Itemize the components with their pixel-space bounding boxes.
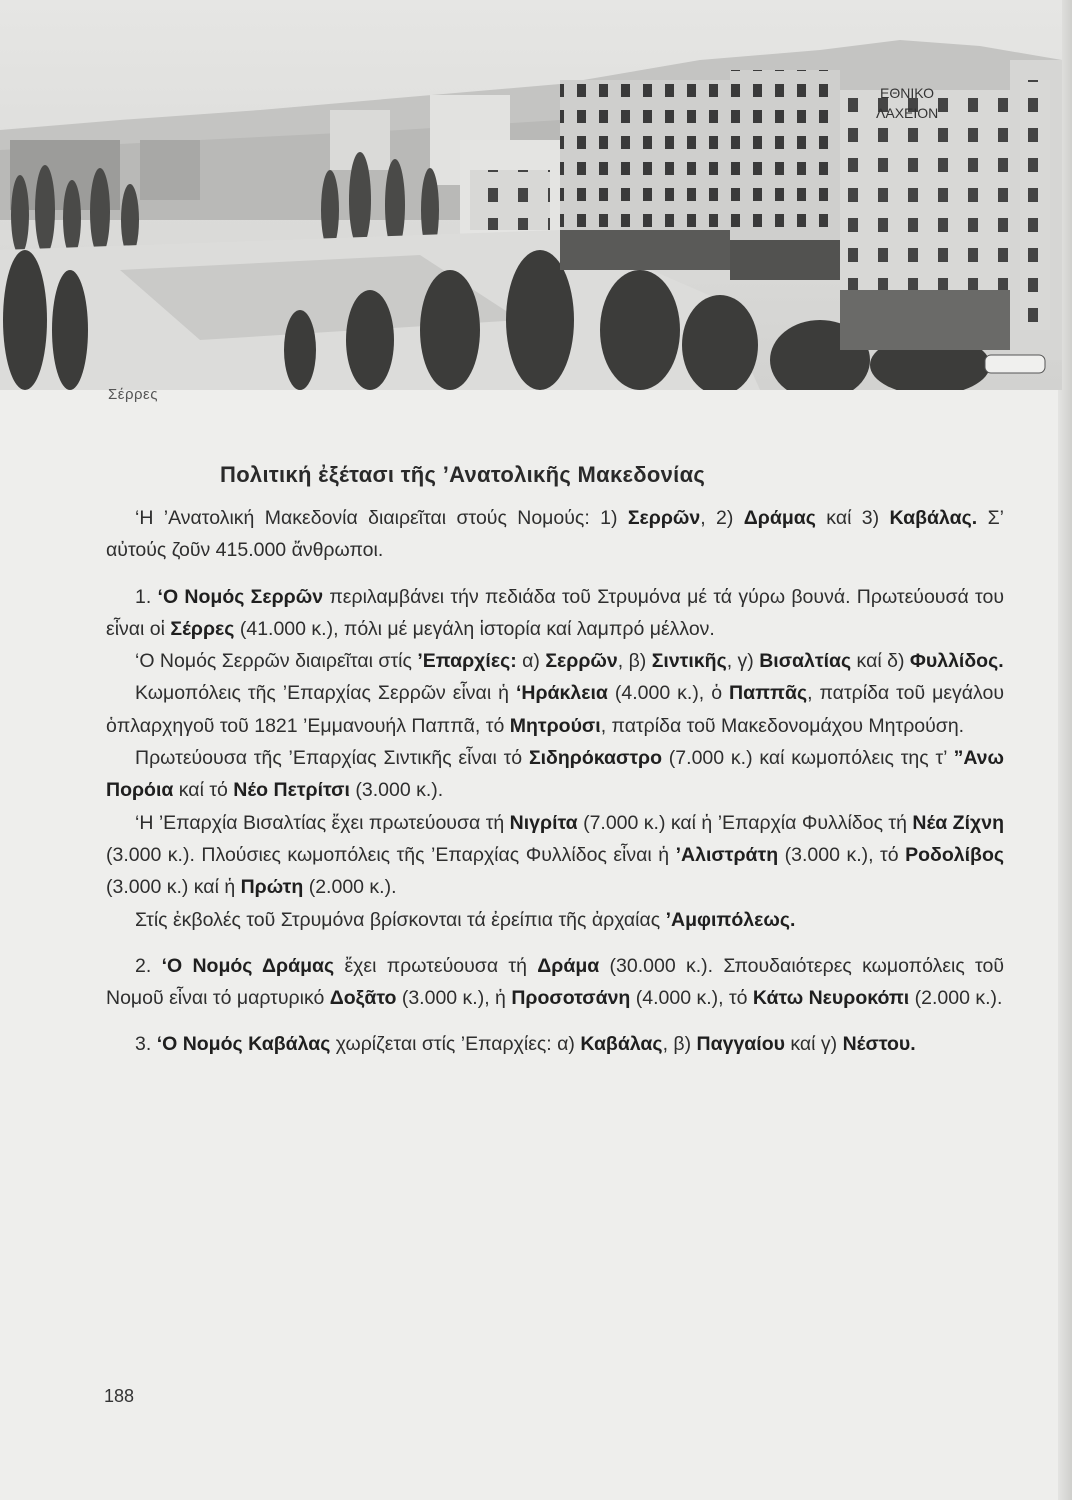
body-text: [106, 502, 1004, 1061]
photo-caption: Σέρρες: [108, 386, 158, 403]
paragraph-serres-provinces: ‘Ο Νομός Σερρῶν διαιρεῖται στίς ’Επαρχίες: α) Σερρῶν, β) Σιντικῆς, γ) Βισαλτίας καί δ) Φυλλίδος.: [135, 650, 1004, 673]
paragraph-intro: ‘Η ’Ανατολική Μακεδονία διαιρεῖται στούς Νομούς: 1) Σερρῶν, 2) Δράμας καί 3) Καβάλας. Σ’ αὐτούς ζοῦν 415.000 ἄνθρωποι.: [106, 507, 1004, 562]
paragraph-amphipolis: Στίς ἐκβολές τοῦ Στρυμόνα βρίσκονται τά ἐρείπια τῆς ἀρχαίας ’Αμφιπόλεως.: [135, 908, 796, 931]
paragraph-serres: 1. ‘Ο Νομός Σερρῶν περιλαμβάνει τήν πεδιάδα τοῦ Στρυμόνα μέ τά γύρω βουνά. Πρωτεύουσά του εἶναι οἱ Σέρρες (41.000 κ.), πόλι μέ μεγάλη ἱστορία καί λαμπρό μέλλον.: [106, 585, 1004, 640]
sign-line-2: ΛΑΧΕΙΟΝ: [876, 105, 939, 121]
paragraph-serres-towns: Κωμοπόλεις τῆς ’Επαρχίας Σερρῶν εἶναι ἡ ‘Ηράκλεια (4.000 κ.), ὁ Παππᾶς, πατρίδα τοῦ μεγάλου ὁπλαρχηγοῦ τοῦ 1821 ’Εμμανουήλ Παππᾶ, τό Μητρούσι, πατρίδα τοῦ Μακεδονομάχου Μητρούση.: [106, 682, 1004, 737]
city-photo: [0, 0, 1062, 390]
paragraph-visaltia-fyllida: ‘Η ’Επαρχία Βισαλτίας ἔχει πρωτεύουσα τή Νιγρίτα (7.000 κ.) καί ἡ ’Επαρχία Φυλλίδος τή Νέα Ζίχνη (3.000 κ.). Πλούσιες κωμοπόλεις τῆς ’Επαρχίας Φυλλίδος εἶναι ἡ ’Αλιστράτη (3.000 κ.), τό Ροδολίβος (3.000 κ.) καί ἡ Πρώτη (2.000 κ.).: [106, 811, 1004, 899]
city-photo-illustration: [0, 0, 1062, 390]
page-number: 188: [104, 1386, 135, 1406]
paragraph-drama: 2. ‘Ο Νομός Δράμας ἔχει πρωτεύουσα τή Δράμα (30.000 κ.). Σπουδαιότερες κωμοπόλεις τοῦ Νομοῦ εἶναι τό μαρτυρικό Δοξᾶτο (3.000 κ.), ἡ Προσοτσάνη (4.000 κ.), τό Κάτω Νευροκόπι (2.000 κ.).: [106, 954, 1004, 1010]
sign-line-1: ΕΘΝΙΚΟ: [880, 85, 935, 101]
paragraph-kavala: 3. ‘Ο Νομός Καβάλας χωρίζεται στίς ’Επαρχίες: α) Καβάλας, β) Παγγαίου καί γ) Νέστου.: [135, 1033, 916, 1056]
section-title: Πολιτική ἐξέτασι τῆς ’Ανατολικῆς Μακεδονίας: [220, 462, 706, 487]
paragraph-sintiki: Πρωτεύουσα τῆς ’Επαρχίας Σιντικῆς εἶναι τό Σιδηρόκαστρο (7.000 κ.) καί κωμοπόλεις της τ’ ”Ανω Πορόια καί τό Νέο Πετρίτσι (3.000 κ.).: [106, 747, 1004, 802]
